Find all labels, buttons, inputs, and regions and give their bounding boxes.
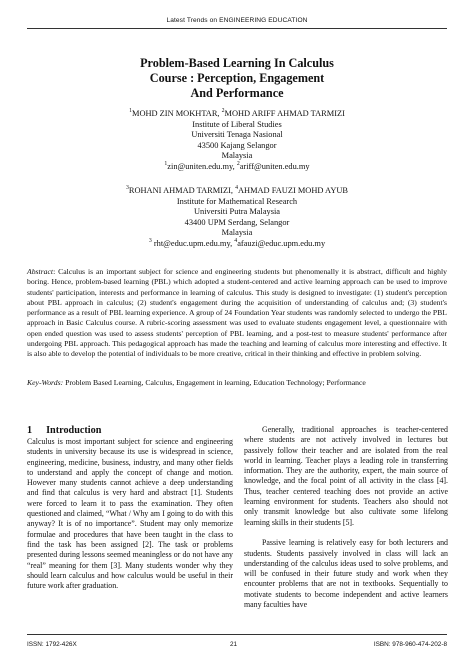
paragraph: Generally, traditional approaches is teacher-centered where students are not actively involved in lectures but passively follow their teacher and are isolated from the real world in learning. Teacher plays a leading role in transferring information. They are the authority, expert, the main source of knowledge, and the focal point of all activity in the class [4]. Thus, teacher centered teaching does not provide an active learning environment for students. Teachers also should not only transmit knowledge but also cultivate some lifelong learning skills in their students [5]. — [244, 425, 448, 527]
affiliation-line: Institute for Mathematical Research — [176, 196, 298, 206]
author-name: AHMAD FAUZI MOHD AYUB — [237, 186, 349, 195]
footer-page-number: 21 — [230, 641, 238, 648]
author-emails — [40, 162, 434, 173]
affiliation-line: Institute of Liberal Studies — [192, 119, 282, 129]
email: afauzi@educ.upm.edu.my — [237, 238, 326, 248]
title-line: And Performance — [190, 86, 284, 100]
author-block-1 — [40, 109, 434, 173]
email: rht@educ.upm.edu.my, — [151, 238, 235, 248]
affiliation-line: 43500 Kajang Selangor — [197, 140, 277, 150]
abstract — [27, 267, 447, 360]
author-marker: 1 — [129, 108, 132, 115]
keywords-label: Key-Words: — [27, 378, 64, 387]
section-heading — [27, 425, 101, 436]
abstract-text: : Calculus is an important subject for science and engineering students but phenomenally it is abstract, difficult and highly boring. Hence, problem-based learning (PBL) which adopted a student-centered and active learning approach can be used to improve students' participation, interests and performance in learning of calculus. This study is designed to investigate: (1) student's perception about PBL approach in calculus; (2) student's engagement during the acquisition of understanding of calculus and; (3) student's performance as a result of PBL learning experience. A group of 24 Foundation Year students was randomly selected to undergo the PBL approach in Basic Calculus course. A rubric-scoring assessment was used to evaluate students engagement level, a questionnaire with open ended question was used to assess students' perception of PBL learning, and a post-test to measure students' performance after undergoing PBL approach. This pedagogical approach has made the teaching and learning of calculus more interesting and effective. It is also able to develop the potential of individuals to be more creative, critical in their thinking and effective in problem solving. — [27, 267, 447, 359]
section-title: Introduction — [46, 425, 102, 436]
right-column — [244, 425, 448, 610]
affiliation-line: Malaysia — [221, 228, 253, 238]
keywords-text: Problem Based Learning, Calculus, Engagement in learning, Education Technology; Performance — [63, 378, 366, 387]
paper-title — [40, 56, 434, 101]
header-rule — [27, 28, 447, 29]
email: zin@uniten.edu.my, — [167, 161, 237, 171]
author-marker: 4 — [235, 185, 238, 192]
affiliation-line: Universiti Putra Malaysia — [193, 207, 281, 217]
author-name: MOHD ZIN MOKHTAR, — [132, 109, 222, 118]
footer-isbn: ISBN: 978-960-474-202-8 — [373, 641, 447, 648]
affiliation-line: 43400 UPM Serdang, Selangor — [184, 217, 290, 227]
email-marker: 2 — [236, 161, 240, 168]
author-emails — [40, 239, 434, 250]
author-marker: 2 — [221, 108, 225, 115]
section-number: 1 — [27, 425, 33, 436]
author-name: ROHANI AHMAD TARMIZI, — [128, 186, 236, 195]
author-names — [40, 186, 434, 197]
title-line: Problem-Based Learning In Calculus — [140, 56, 334, 70]
email-marker: 1 — [164, 161, 168, 168]
left-column — [27, 437, 233, 591]
affiliation-line: Malaysia — [221, 151, 253, 161]
footer-rule — [27, 634, 447, 635]
affiliation-line: Universiti Tenaga Nasional — [191, 130, 283, 140]
title-line: Course : Perception, Engagement — [149, 71, 325, 85]
footer-issn: ISSN: 1792-426X — [27, 641, 77, 648]
email: ariff@uniten.edu.my — [239, 161, 310, 171]
author-block-2 — [40, 186, 434, 250]
author-marker: 3 — [125, 185, 129, 192]
email-marker: 3 — [148, 238, 152, 245]
paragraph: Calculus is most important subject for science and engineering students in university because its use is widespread in science, engineering, medicine, business, industry, and many other fields to understand and apply the concept of change and motion. However many students cannot achieve a deep understanding and find that calculus is very hard and abstract [1]. Students were forced to learn it to pass the examination. They often questioned and claimed, “What / Why am I going to do with this anyway? It is of no importance”. Student may only memorize formulae and procedures that have been taught in the class to find the task has been assigned [2]. The task or problems presented during lessons seemed meaningless or do not have any “real” meaning for them [3]. Many students wonder why they should learn calculus and how calculus would be useful in their future work after graduation. — [27, 437, 233, 591]
running-header: Latest Trends on ENGINEERING EDUCATION — [166, 17, 308, 24]
abstract-label: Abstract — [27, 267, 54, 276]
author-names — [40, 109, 434, 120]
keywords — [27, 378, 447, 388]
author-name: MOHD ARIFF AHMAD TARMIZI — [224, 109, 345, 118]
email-marker: 4 — [234, 238, 238, 245]
paragraph: Passive learning is relatively easy for both lecturers and students. Students passively involved in class will lack an understanding of the calculus ideas used to solve problems, and will be confused in their future study and work when they encounter problems that are not in textbooks. Sequentially to motivate students to become independent and active learners many faculties have — [244, 538, 448, 610]
